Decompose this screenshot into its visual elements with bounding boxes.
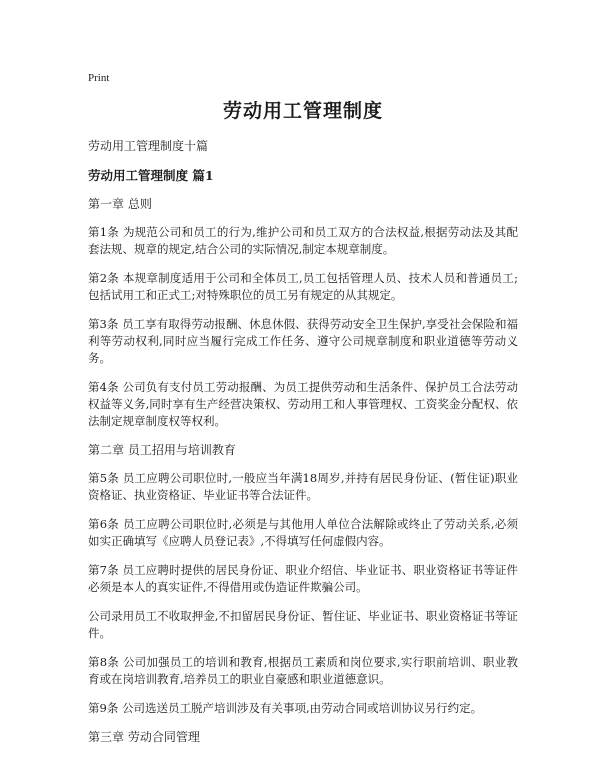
article-paragraph-6: 第6条 员工应聘公司职位时,必须是与其他用人单位合法解除或终止了劳动关系,必须如实正确填写《应聘人员登记表》,不得填写任何虚假内容。 — [88, 517, 518, 548]
article-paragraph-9: 第8条 公司加强员工的培训和教育,根据员工素质和岗位要求,实行职前培训、职业教育或在岗培训教育,培养员工的职业自豪感和职业道德意识。 — [88, 655, 518, 686]
page-title: 劳动用工管理制度 — [222, 100, 383, 122]
chapter-heading-1: 第一章 总则 — [88, 197, 152, 211]
article-paragraph-4: 第4条 公司负有支付员工劳动报酬、为员工提供劳动和生活条件、保护员工合法劳动权益等义务,同时享有生产经营决策权、劳动用工和人事管理权、工资奖金分配权、依法制定规章制度权等权利。 — [88, 380, 518, 428]
article-paragraph-7: 第7条 员工应聘时提供的居民身份证、职业介绍信、毕业证书、职业资格证书等证件必须是本人的真实证件,不得借用或伪造证件欺骗公司。 — [88, 563, 518, 594]
article-paragraph-5: 第5条 员工应聘公司职位时,一般应当年满18周岁,并持有居民身份证、(暂住证)职业资格证、执业资格证、毕业证书等合法证件。 — [88, 471, 518, 502]
document-page — [88, 70, 518, 757]
article-paragraph-3: 第3条 员工享有取得劳动报酬、休息休假、获得劳动安全卫生保护,享受社会保险和福利等劳动权利,同时应当履行完成工作任务、遵守公司规章制度和职业道德等劳动义务。 — [88, 317, 518, 365]
article-paragraph-8: 公司录用员工不收取押金,不扣留居民身份证、暂住证、毕业证书、职业资格证书等证件。 — [88, 609, 518, 640]
article-paragraph-1: 第1条 为规范公司和员工的行为,维护公司和员工双方的合法权益,根据劳动法及其配套法规、规章的规定,结合公司的实际情况,制定本规章制度。 — [88, 225, 518, 256]
chapter-heading-2: 第二章 员工招用与培训教育 — [88, 443, 236, 457]
article-paragraph-2: 第2条 本规章制度适用于公司和全体员工,员工包括管理人员、技术人员和普通员工;包括试用工和正式工;对特殊职位的员工另有规定的从其规定。 — [88, 271, 518, 302]
chapter-heading-3: 第三章 劳动合同管理 — [88, 730, 200, 744]
document-subtitle: 劳动用工管理制度十篇 — [88, 139, 209, 153]
section-heading: 劳动用工管理制度 篇1 — [88, 168, 214, 183]
print-link[interactable]: Print — [88, 72, 110, 84]
article-paragraph-10: 第9条 公司选送员工脱产培训涉及有关事项,由劳动合同或培训协议另行约定。 — [88, 701, 483, 715]
